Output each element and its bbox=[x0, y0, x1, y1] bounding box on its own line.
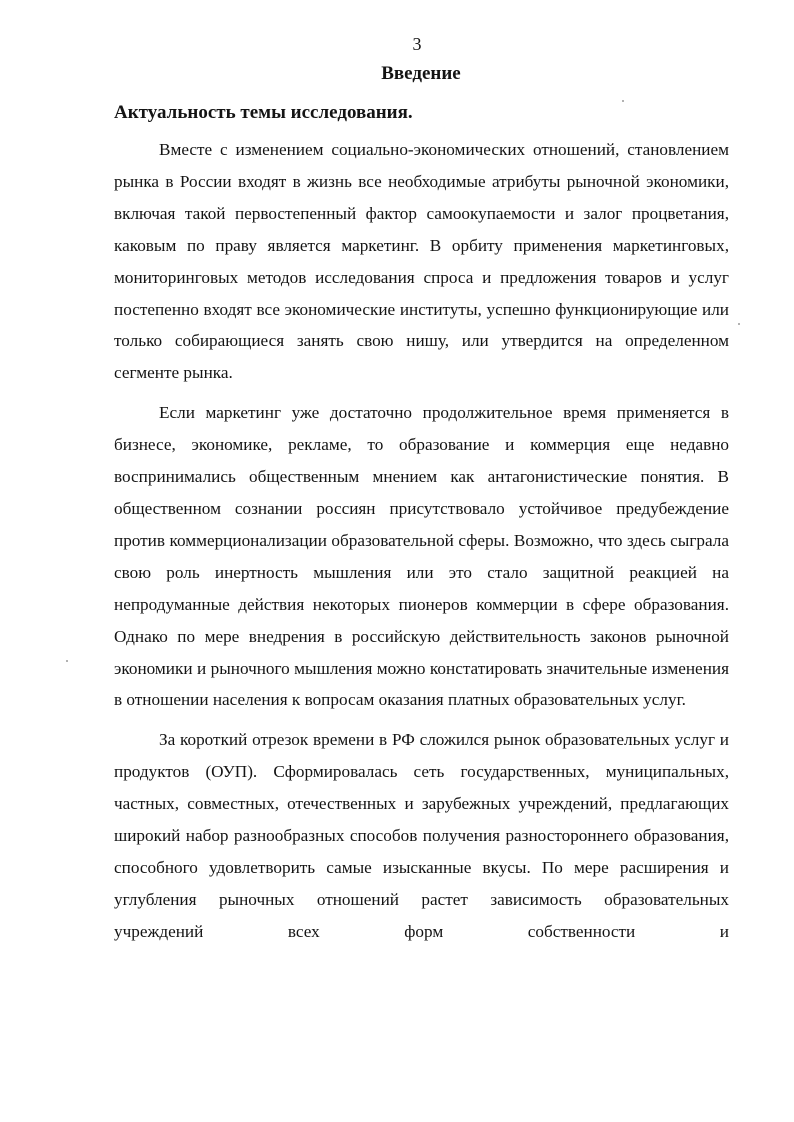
paragraph-1: Вместе с изменением социально-экономических отношений, становлением рынка в России входят в жизнь все необходимые атрибуты рыночной экономики, включая такой первостепенный фактор самоокупаемости и залог процветания, каковым по праву является маркетинг. В орбиту применения маркетинговых, мониторинговых методов исследования спроса и предложения товаров и услуг постепенно входят все экономические институты, успешно функционирующие или только собирающиеся занять свою нишу, или утвердится на определенном сегменте рынка. bbox=[114, 140, 729, 383]
scan-speck bbox=[622, 100, 624, 102]
section-subtitle: Актуальность темы исследования. bbox=[114, 102, 413, 123]
body-text bbox=[114, 134, 729, 948]
page-number: 3 bbox=[412, 34, 422, 54]
scan-speck bbox=[66, 660, 68, 662]
section-title: Введение bbox=[381, 63, 461, 84]
paragraph-3: За короткий отрезок времени в РФ сложился рынок образовательных услуг и продуктов (ОУП). Сформировалась сеть государственных, муниципальных, частных, совместных, отечественных и зарубежных учреждений, предлагающих широкий набор разнообразных способов получения разностороннего образования, способного удовлетворить самые изысканные вкусы. По мере расширения и углубления рыночных отношений растет зависимость образовательных учреждений всех форм собственности и bbox=[114, 730, 729, 941]
scan-speck bbox=[738, 323, 740, 325]
paragraph-2: Если маркетинг уже достаточно продолжительное время применяется в бизнесе, экономике, рекламе, то образование и коммерция еще недавно воспринимались общественным мнением как антагонистические понятия. В общественном сознании россиян присутствовало устойчивое предубеждение против коммерционализации образовательной сферы. Возможно, что здесь сыграла свою роль инертность мышления или это стало защитной реакцией на непродуманные действия некоторых пионеров коммерции в сфере образования. Однако по мере внедрения в российскую действительность законов рыночной экономики и рыночного мышления можно констатировать значительные изменения в отношении населения к вопросам оказания платных образовательных услуг. bbox=[114, 403, 729, 710]
